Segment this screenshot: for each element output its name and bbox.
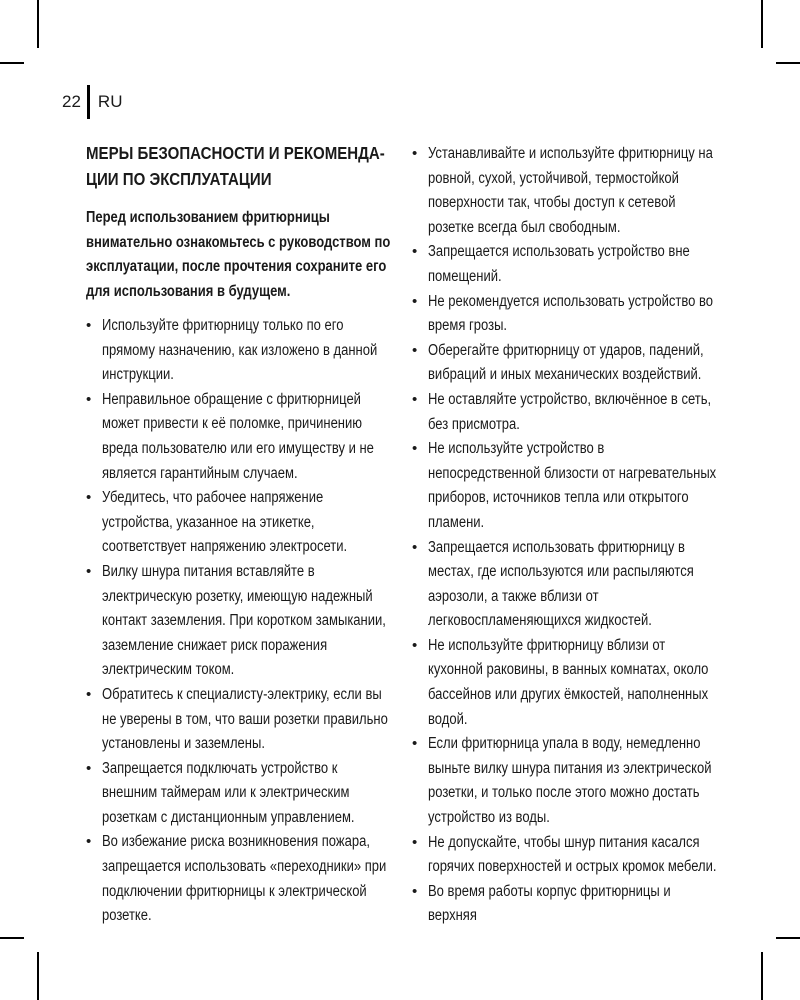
crop-mark-bottom-left-h	[0, 937, 24, 939]
bullet-icon: •	[412, 735, 418, 753]
bullet-icon: •	[412, 833, 418, 851]
right-bullet-list	[412, 142, 718, 929]
list-item: • Оберегайте фритюрницу от ударов, падений, вибраций и иных механических воздействий.	[412, 339, 718, 388]
left-column	[86, 140, 392, 929]
crop-mark-bottom-right-h	[776, 937, 800, 939]
bullet-icon: •	[86, 562, 92, 580]
bullet-icon: •	[412, 390, 418, 408]
bullet-icon: •	[412, 292, 418, 310]
list-item: • Запрещается использовать устройство вне помещений.	[412, 240, 718, 289]
crop-mark-bottom-right-v	[761, 952, 763, 1000]
list-item: • Не оставляйте устройство, включённое в сеть, без присмотра.	[412, 388, 718, 437]
crop-mark-top-left-v	[37, 0, 39, 48]
list-item: • Устанавливайте и используйте фритюрницу на ровной, сухой, устойчивой, термостойкой поверхности так, чтобы доступ к сетевой розетке всегда был свободным.	[412, 142, 718, 240]
bullet-icon: •	[86, 759, 92, 777]
right-column	[412, 142, 718, 929]
bullet-icon: •	[412, 440, 418, 458]
list-item: • Убедитесь, что рабочее напряжение устройства, указанное на этикетке, соответствует напряжению электросети.	[86, 486, 392, 560]
list-item: • Запрещается подключать устройство к внешним таймерам или к электрическим розеткам с дистанционным управлением.	[86, 757, 392, 831]
list-item: • Используйте фритюрницу только по его прямому назначению, как изложено в данной инструкции.	[86, 314, 392, 388]
crop-mark-top-right-v	[761, 0, 763, 48]
language-label: RU	[97, 92, 123, 111]
bullet-icon: •	[86, 833, 92, 851]
list-item: • Запрещается использовать фритюрницу в местах, где используются или распыляются аэрозоли, а также вблизи от легковоспламеняющихся жидкостей.	[412, 536, 718, 634]
list-item: • Не используйте фритюрницу вблизи от кухонной раковины, в ванных комнатах, около бассейнов или других ёмкостей, наполненных водой.	[412, 634, 718, 732]
section-title: МЕРЫ БЕЗОПАСНОСТИ И РЕКОМЕНДА-ЦИИ ПО ЭКСПЛУАТАЦИИ	[86, 143, 385, 189]
bullet-icon: •	[412, 636, 418, 654]
left-bullet-list	[86, 314, 392, 929]
bullet-icon: •	[86, 317, 92, 334]
page-number: 22	[62, 92, 81, 111]
list-item: • Неправильное обращение с фритюрницей может привести к её поломке, причинению вреда пользователю или его имуществу и не является гарантийным случаем.	[86, 388, 392, 486]
crop-mark-top-left-h	[0, 62, 24, 64]
list-item: • Если фритюрница упала в воду, немедленно выньте вилку шнура питания из электрической розетки, и только после этого можно достать устройство из воды.	[412, 732, 718, 830]
list-item: • Во время работы корпус фритюрницы и верхняя	[412, 880, 718, 929]
header-divider	[87, 85, 90, 119]
list-item: • Вилку шнура питания вставляйте в электрическую розетку, имеющую надежный контакт заземления. При коротком замыкании, заземление снижает риск поражения электрическим током.	[86, 560, 392, 683]
bullet-icon: •	[412, 145, 418, 162]
list-item: • Не рекомендуется использовать устройство во время грозы.	[412, 290, 718, 339]
list-item: • Во избежание риска возникновения пожара, запрещается использовать «переходники» при подключении фритюрницы к электрической розетке.	[86, 830, 392, 928]
bullet-icon: •	[412, 341, 418, 359]
intro-paragraph: Перед использованием фритюрницы внимательно ознакомьтесь с руководством по эксплуатации, после прочтения сохраните его для использования в будущем.	[86, 209, 391, 300]
list-item: • Не допускайте, чтобы шнур питания касался горячих поверхностей и острых кромок мебели.	[412, 831, 718, 880]
page-header	[62, 84, 122, 120]
crop-mark-top-right-h	[776, 62, 800, 64]
bullet-icon: •	[412, 243, 418, 261]
bullet-icon: •	[86, 489, 92, 507]
bullet-icon: •	[86, 685, 92, 703]
bullet-icon: •	[412, 882, 418, 900]
bullet-icon: •	[86, 390, 92, 408]
list-item: • Не используйте устройство в непосредственной близости от нагревательных приборов, источников тепла или открытого пламени.	[412, 437, 718, 535]
crop-mark-bottom-left-v	[37, 952, 39, 1000]
bullet-icon: •	[412, 538, 418, 556]
list-item: • Обратитесь к специалисту-электрику, если вы не уверены в том, что ваши розетки правильно установлены и заземлены.	[86, 683, 392, 757]
